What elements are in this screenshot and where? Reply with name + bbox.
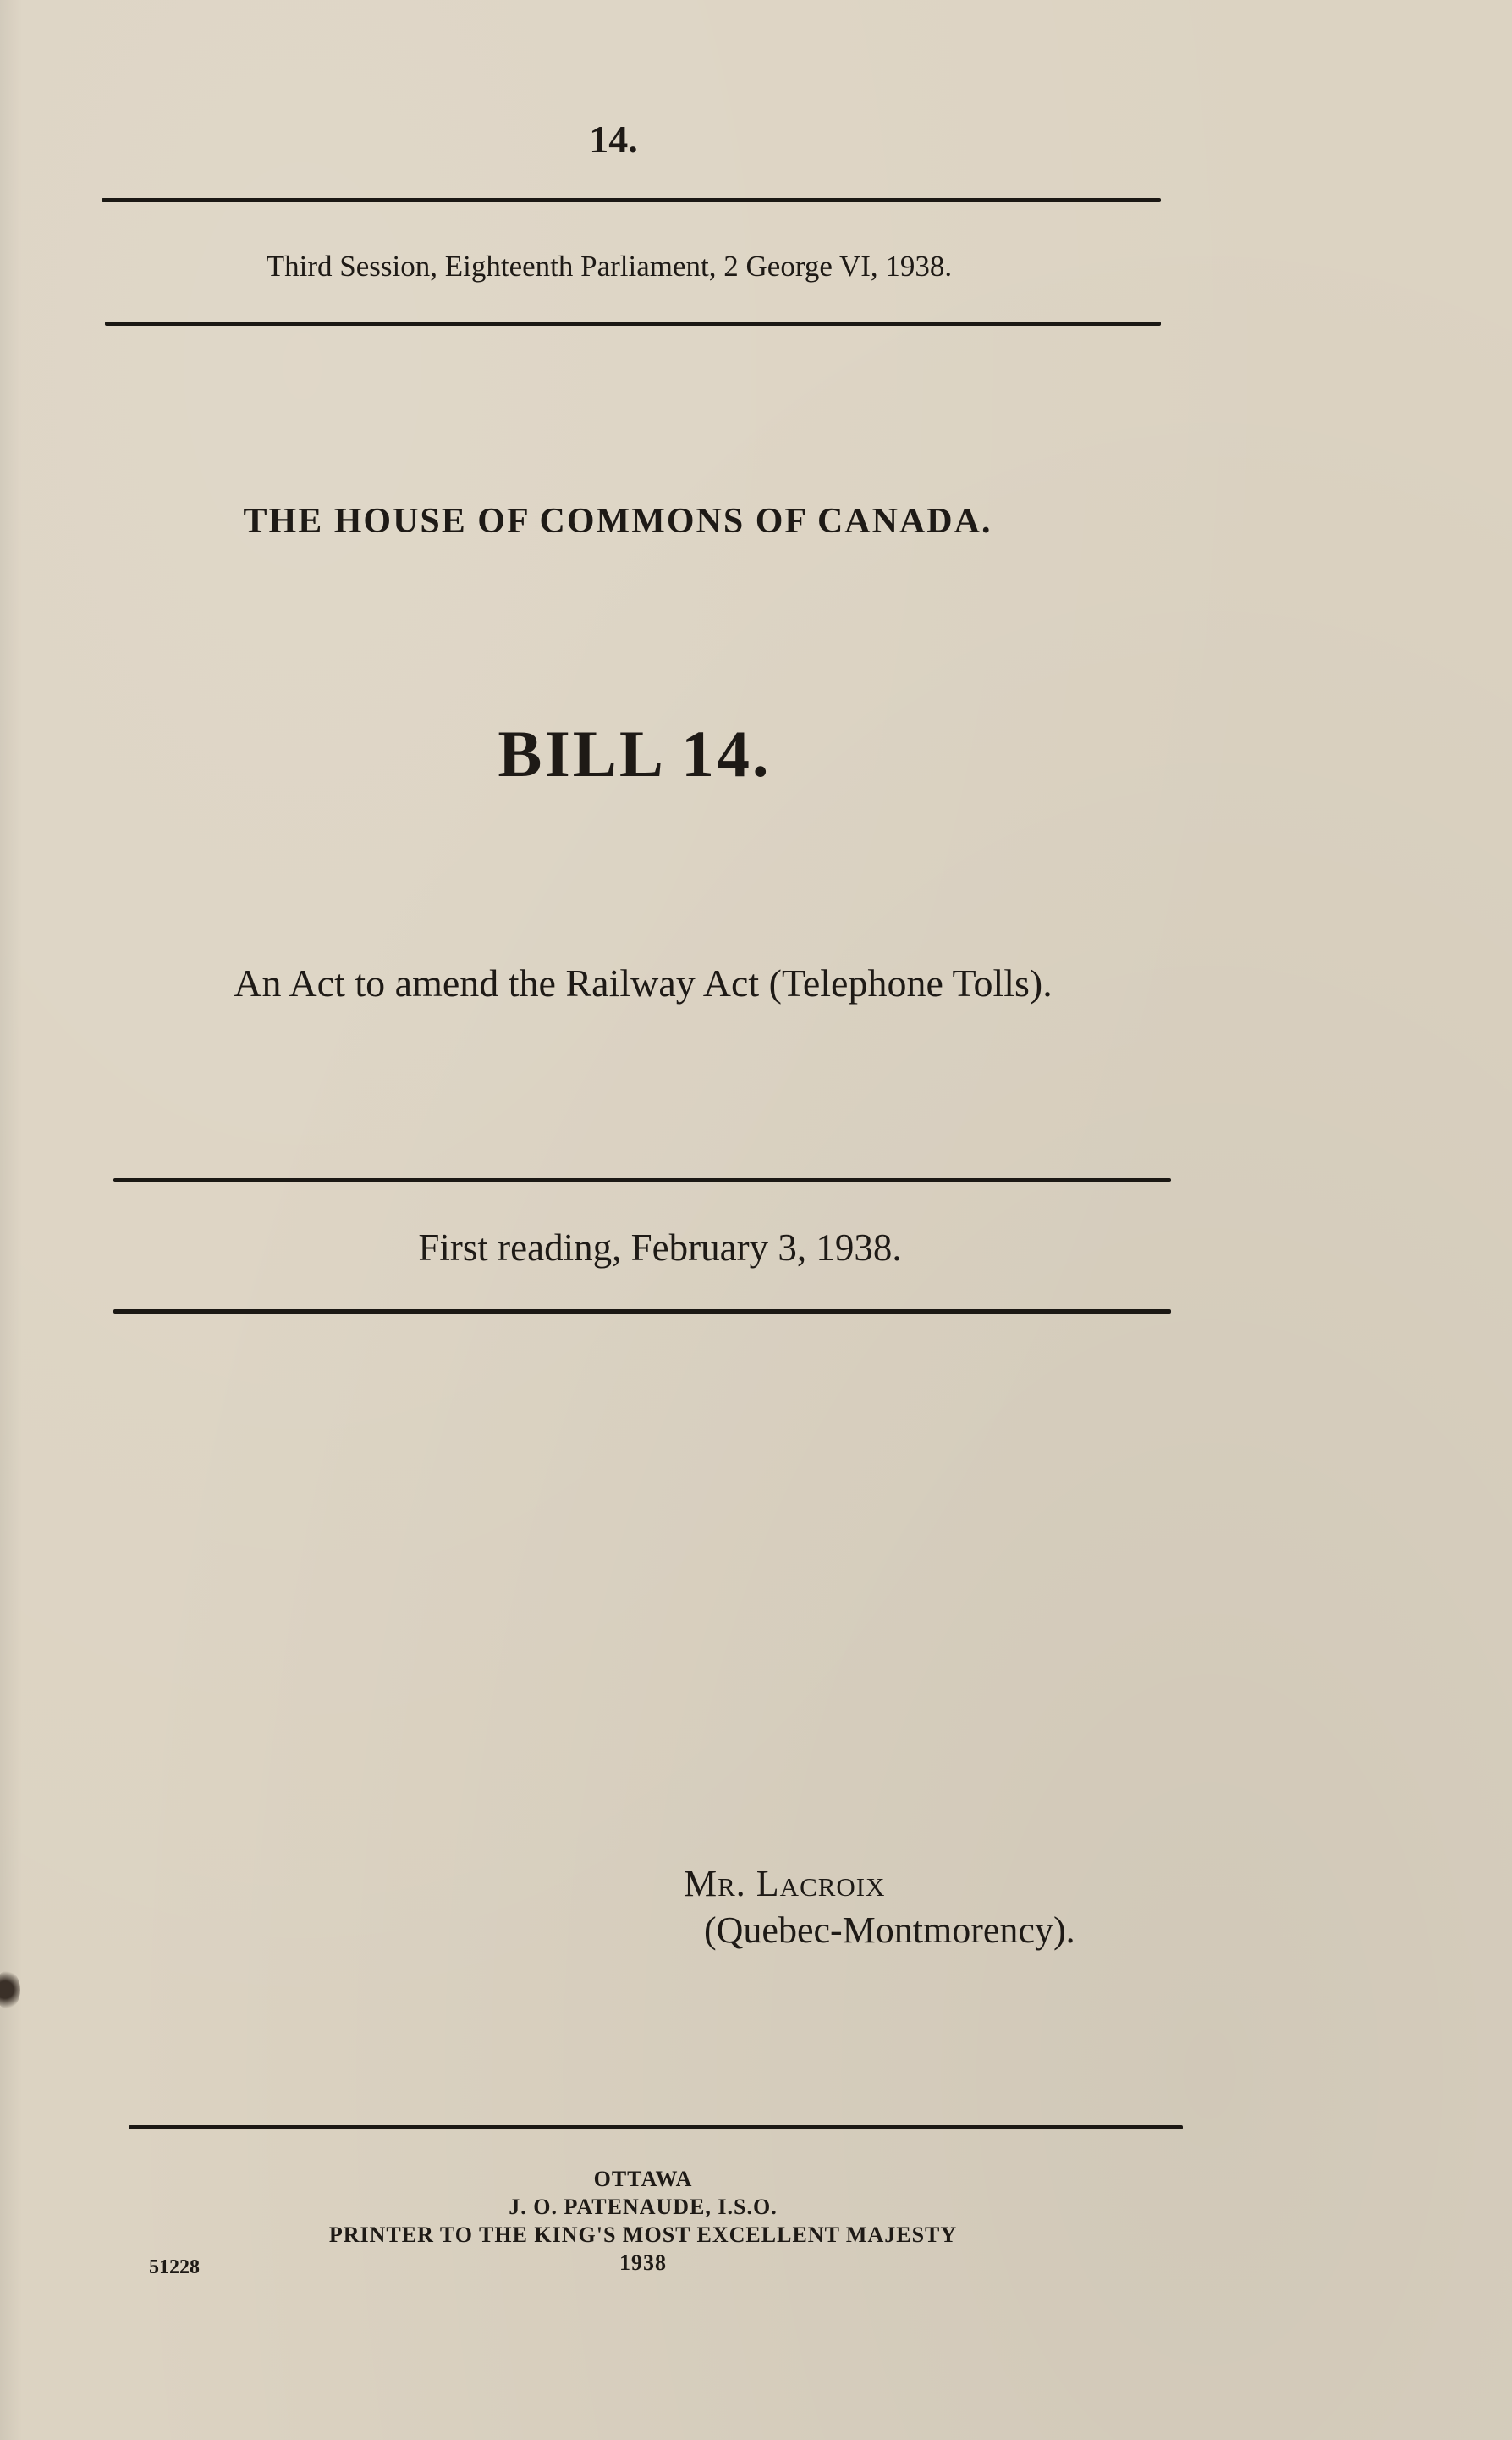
binding-hole-mark <box>0 1970 20 2009</box>
imprint-year: 1938 <box>619 2250 667 2275</box>
imprint-block <box>254 2165 1032 2277</box>
job-number: 51228 <box>149 2256 200 2278</box>
reading-rule-bottom <box>113 1309 1171 1314</box>
member-riding: (Quebec-Montmorency). <box>704 1909 1075 1951</box>
member-block <box>684 1862 1075 1952</box>
reading-rule-top <box>113 1178 1171 1182</box>
header-rule-top <box>102 198 1161 202</box>
first-reading-line: First reading, February 3, 1938. <box>418 1226 902 1269</box>
imprint-printer-title: PRINTER TO THE KING'S MOST EXCELLENT MAJESTY <box>328 2222 958 2247</box>
act-title: An Act to amend the Railway Act (Telephone Tolls). <box>234 961 1053 1005</box>
imprint-rule <box>129 2125 1183 2129</box>
imprint-printer: J. O. PATENAUDE, I.S.O. <box>509 2195 778 2219</box>
bill-number-header: 14. <box>589 118 638 161</box>
member-name: Mr. Lacroix <box>684 1863 886 1904</box>
bill-title: BILL 14. <box>498 717 772 790</box>
header-rule-bottom <box>105 322 1161 326</box>
imprint-city: OTTAWA <box>593 2167 693 2191</box>
session-line: Third Session, Eighteenth Parliament, 2 George VI, 1938. <box>266 250 953 283</box>
house-heading: THE HOUSE OF COMMONS OF CANADA. <box>243 502 992 541</box>
